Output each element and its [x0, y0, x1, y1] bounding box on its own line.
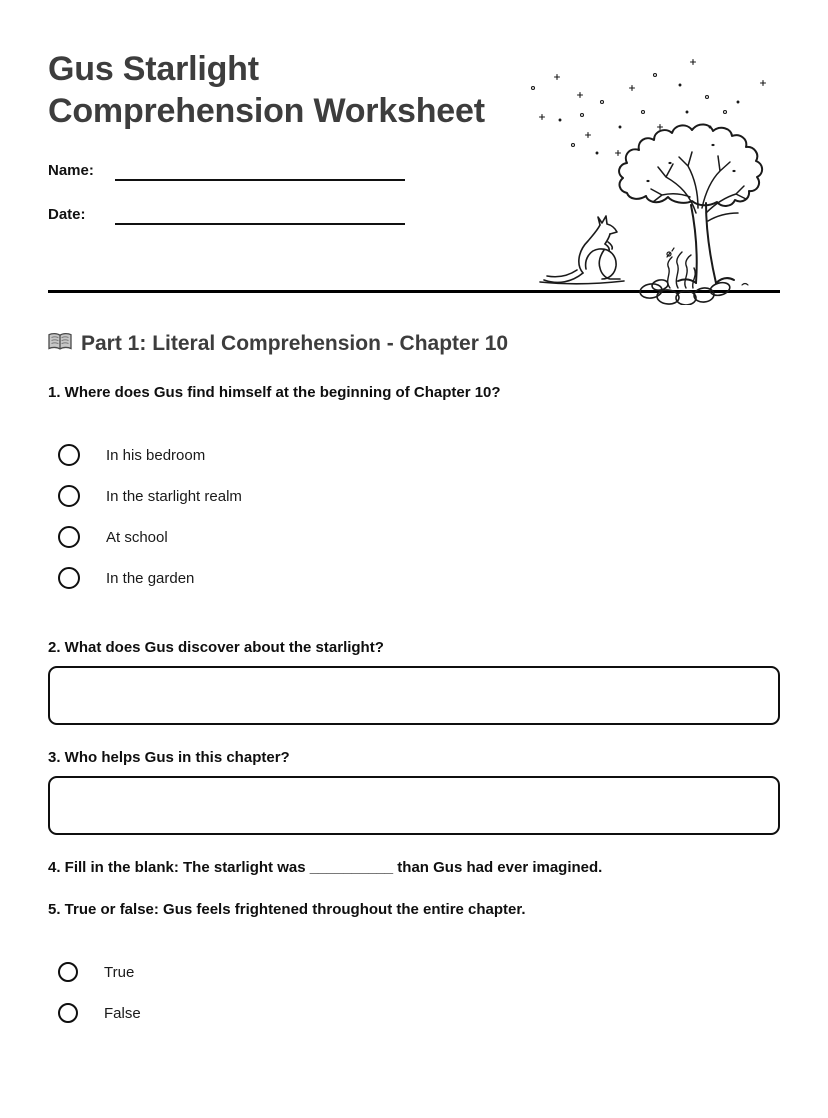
name-input[interactable]	[115, 160, 405, 181]
tree	[619, 124, 762, 285]
question-5: 5. True or false: Gus feels frightened throughout the entire chapter.	[48, 901, 526, 918]
question-5-options	[48, 962, 780, 1023]
option-label: True	[104, 963, 135, 981]
question-4: 4. Fill in the blank: The starlight was __________ than Gus had ever imagined.	[48, 859, 603, 876]
campfire	[639, 248, 731, 305]
option-label: False	[104, 1004, 141, 1022]
question-2: 2. What does Gus discover about the starlight?	[48, 639, 384, 656]
option-label: In his bedroom	[106, 446, 206, 464]
date-row	[48, 204, 508, 225]
stars	[532, 60, 766, 156]
kangaroo-campfire-illustration	[520, 45, 770, 305]
question-2-answer-box[interactable]	[48, 666, 780, 725]
kangaroo	[540, 216, 624, 284]
question-3: 3. Who helps Gus in this chapter?	[48, 749, 290, 766]
question-1-options	[48, 444, 780, 589]
q1-option-garden[interactable]	[58, 567, 780, 589]
part1-heading	[48, 330, 780, 358]
question-3-answer-box[interactable]	[48, 776, 780, 835]
option-label: In the starlight realm	[106, 487, 242, 505]
q1-option-school[interactable]	[58, 526, 780, 548]
q1-option-starlight-realm[interactable]	[58, 485, 780, 507]
radio-button-icon[interactable]	[58, 485, 80, 507]
question-1: 1. Where does Gus find himself at the beginning of Chapter 10?	[48, 384, 501, 401]
open-book-icon	[48, 332, 72, 358]
q5-option-false[interactable]	[58, 1003, 780, 1023]
page-title: Gus Starlight Comprehension Worksheet	[48, 50, 485, 130]
radio-button-icon[interactable]	[58, 1003, 78, 1023]
part1-heading-text: Part 1: Literal Comprehension - Chapter 10	[81, 332, 509, 355]
name-label: Name:	[48, 162, 94, 179]
option-label: In the garden	[106, 569, 195, 587]
name-row	[48, 160, 508, 181]
date-label: Date:	[48, 206, 86, 223]
radio-button-icon[interactable]	[58, 962, 78, 982]
q1-option-bedroom[interactable]	[58, 444, 780, 466]
radio-button-icon[interactable]	[58, 567, 80, 589]
date-input[interactable]	[115, 204, 405, 225]
radio-button-icon[interactable]	[58, 444, 80, 466]
q5-option-true[interactable]	[58, 962, 780, 982]
radio-button-icon[interactable]	[58, 526, 80, 548]
option-label: At school	[106, 528, 168, 546]
